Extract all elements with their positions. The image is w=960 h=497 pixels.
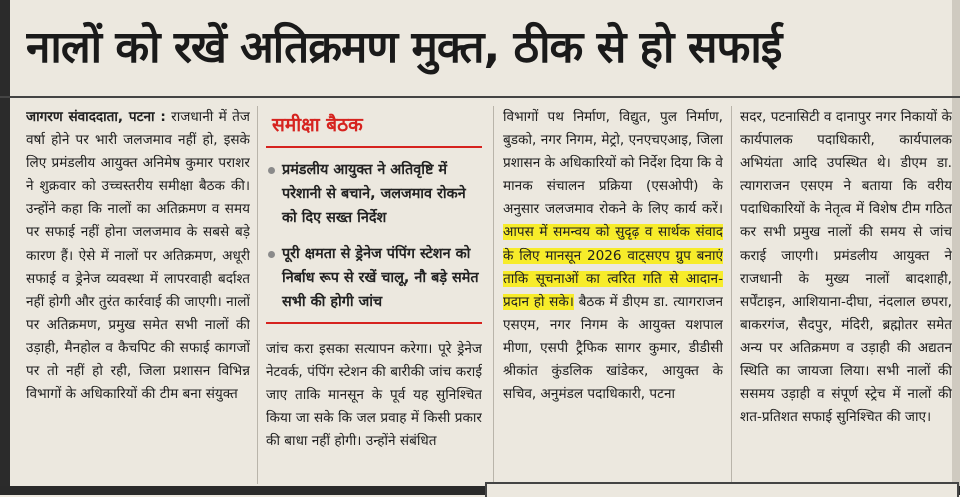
article-column-4	[740, 106, 952, 486]
page-left-edge	[0, 0, 10, 495]
article-column-1	[26, 106, 250, 486]
bullet-dot-icon	[268, 167, 275, 174]
column-1-text: राजधानी में तेज वर्षा होने पर भारी जलजमाव नहीं हो, इसके लिए प्रमंडलीय आयुक्त अनिमेष कुमार पराशर ने शुक्रवार को उच्चस्तरीय समीक्षा बैठक की। उन्होंने कहा कि नालों का अतिक्रमण व समय पर सफाई नहीं होना जलजमाव के सबसे बड़े कारण हैं। ऐसे में नालों पर अतिक्रमण, अधूरी सफाई व ड्रेनेज व्यवस्था में लापरवाही बर्दाश्त नहीं होगी और तुरंत कार्रवाई की जाएगी। नालों पर अतिक्रमण, प्रमुख समेत सभी नालों की उड़ाही, मैनहोल व कैचपिट की सफाई कागजों पर तो नहीं हो रही, जिला प्रशासन विभिन्न विभागों के अधिकारियों की टीम बना संयुक्त	[26, 109, 250, 403]
column-divider	[493, 106, 494, 484]
column-3-text: विभागों पथ निर्माण, विद्युत, पुल निर्माण, बुडको, नगर निगम, मेट्रो, एनएचएआइ, जिला प्रशासन के अधिकारियों को निर्देश दिया कि वे मानक संचालन प्रक्रिया (एसओपी) के अनुसार जलजमाव रोकने के लिए कार्य करें।	[503, 109, 723, 218]
box-bullet-1	[266, 158, 482, 230]
box-bottom-rule	[266, 322, 482, 324]
headline-rule	[0, 96, 960, 98]
column-2-text: जांच करा इसका सत्यापन करेगा। पूरे ड्रेनेज नेटवर्क, पंपिंग स्टेशन की बारीकी जांच कराई जाए ताकि मानसून के पूर्व यह सुनिश्चित किया जा सके कि जल प्रवाह में किसी प्रकार की बाधा नहीं होगी। उन्होंने संबंधित	[266, 341, 482, 450]
box-title-rule	[266, 146, 482, 148]
box-bullet-1-text: प्रमंडलीय आयुक्त ने अतिवृष्टि में परेशानी से बचाने, जलजमाव रोकने को दिए सख्त निर्देश	[282, 162, 466, 226]
highlighted-text: आपस में समन्वय को सुदृढ़ व सार्थक संवाद के लिए मानसून 2026 वाट्सएप ग्रुप बनाएं ताकि सूचनाओं का त्वरित गति से आदान-प्रदान हो सके।	[503, 224, 723, 310]
box-title: समीक्षा बैठक	[272, 114, 363, 136]
byline: जागरण संवाददाता, पटना :	[26, 109, 166, 125]
column-4-text: सदर, पटनासिटी व दानापुर नगर निकायों के कार्यपालक पदाधिकारी, कार्यपालक अभियंता आदि उपस्थित थे। डीएम डा. त्यागराजन एसएम ने बताया कि वरीय पदाधिकारियों के नेतृत्व में विशेष टीम गठित कर सभी प्रमुख नालों की समय से जांच कराई जाएगी। प्रमंडलीय आयुक्त ने राजधानी के मुख्य नालों बादशाही, सर्पेंटाइन, आशियाना-दीघा, नंदलाल छपरा, बाकरगंज, सैदपुर, मंदिरी, ब्रह्मोतर समेत अन्य पर अतिक्रमण व उड़ाही की अद्यतन स्थिति का जायजा लिया। सभी नालों की ससमय उड़ाही व संपूर्ण स्ट्रेच में नालों की शत-प्रतिशत सफाई सुनिश्चित की जाए।	[740, 109, 952, 426]
column-3-text-end: बैठक में डीएम डा. त्यागराजन एसएम, नगर निगम के आयुक्त यशपाल मीणा, एसपी ट्रैफिक सागर कुमार, डीडीसी श्रीकांत कुंडलिक खांडेकर, आयुक्त के सचिव, अनुमंडल पदाधिकारी, पटना	[503, 293, 723, 403]
review-meeting-box	[266, 106, 482, 326]
bullet-dot-icon	[268, 251, 275, 258]
box-bullet-2-text: पूरी क्षमता से ड्रेनेज पंपिंग स्टेशन को निर्बाध रूप से रखें चालू, नौ बड़े समेत सभी की होगी जांच	[282, 246, 479, 310]
box-bullet-2	[266, 242, 482, 314]
column-divider	[731, 106, 732, 484]
column-divider	[257, 106, 258, 484]
article-column-3	[503, 106, 723, 486]
headline: नालों को रखें अतिक्रमण मुक्त, ठीक से हो सफाई	[26, 22, 782, 73]
article-column-2	[266, 338, 482, 486]
